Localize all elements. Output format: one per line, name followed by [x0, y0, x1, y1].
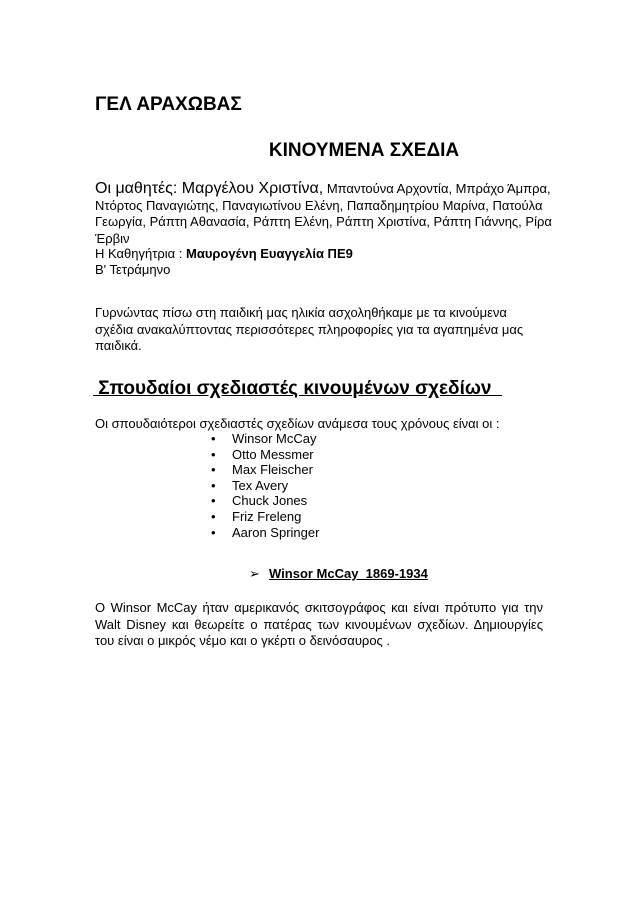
list-item — [211, 509, 319, 525]
list-item — [211, 462, 319, 478]
section-heading: Σπουδαίοι σχεδιαστές κινουμένων σχεδίων — [93, 378, 503, 399]
bullet-icon: • — [211, 446, 216, 462]
students-lead: Οι μαθητές: Μαργέλου Χριστίνα, — [95, 180, 324, 197]
designer-name: Aaron Springer — [232, 524, 320, 540]
mccay-paragraph: Ο Winsor McCay ήταν αμερικανός σκιτσογράφος και είναι πρότυπο για την Walt Disney και θεωρείτε ο πατέρας των κινουμένων σχεδίων. Δημιουργίες του είναι ο μικρός νέμο και ο γκέρτι ο δεινόσαυρος . — [95, 600, 543, 648]
list-item — [211, 431, 319, 447]
list-item — [211, 493, 319, 509]
bullet-icon: • — [211, 493, 216, 509]
arrow-icon: ➢ — [249, 566, 260, 581]
document-title: ΚΙΝΟΥΜΕΝΑ ΣΧΕΔΙΑ — [268, 140, 460, 161]
bullet-icon: • — [211, 462, 216, 478]
subheading — [249, 566, 428, 583]
bullet-icon: • — [211, 508, 216, 524]
students-paragraph — [95, 181, 555, 247]
intro-paragraph: Γυρνώντας πίσω στη παιδική μας ηλικία ασχοληθήκαμε με τα κινούμενα σχέδια ανακαλύπτοντας περισσότερες πληροφορίες για τα αγαπημένα μας παιδικά. — [95, 305, 524, 353]
bullet-icon: • — [211, 524, 216, 540]
designer-name: Otto Messmer — [232, 446, 314, 462]
bullet-icon: • — [211, 431, 216, 446]
teacher-label: Η Καθηγήτρια : — [95, 246, 186, 261]
designer-name: Friz Freleng — [232, 508, 302, 524]
teacher-line — [95, 246, 353, 263]
list-item — [211, 447, 319, 463]
bullet-icon: • — [211, 477, 216, 493]
students-list: Μπαντούνα Αρχοντία, Μπράχο Άμπρα, Ντόρτος Παναγιώτης, Παναγιωτίνου Ελένη, Παπαδημητρίου Μαρίνα, Πατούλα Γεωργία, Ράπτη Αθανασία, Ράπτη Ελένη, Ράπτη Χριστίνα, Ράπτη Γιάννης, Ρίρα Έρβιν — [95, 181, 552, 246]
school-name: ΓΕΛ ΑΡΑΧΩΒΑΣ — [95, 94, 242, 115]
subheading-text: Winsor McCay 1869-1934 — [269, 566, 428, 581]
teacher-name: Μαυρογένη Ευαγγελία ΠΕ9 — [186, 246, 353, 261]
term-line: Β' Τετράμηνο — [95, 262, 171, 277]
designer-name: Winsor McCay — [232, 431, 317, 446]
designers-intro: Οι σπουδαιότεροι σχεδιαστές σχεδίων ανάμεσα τους χρόνους είναι οι : — [95, 416, 500, 431]
designer-name: Max Fleischer — [232, 462, 313, 478]
list-item — [211, 525, 319, 541]
designer-name: Tex Avery — [232, 477, 289, 493]
list-item — [211, 478, 319, 494]
designer-list — [211, 431, 319, 540]
designer-name: Chuck Jones — [232, 493, 308, 509]
